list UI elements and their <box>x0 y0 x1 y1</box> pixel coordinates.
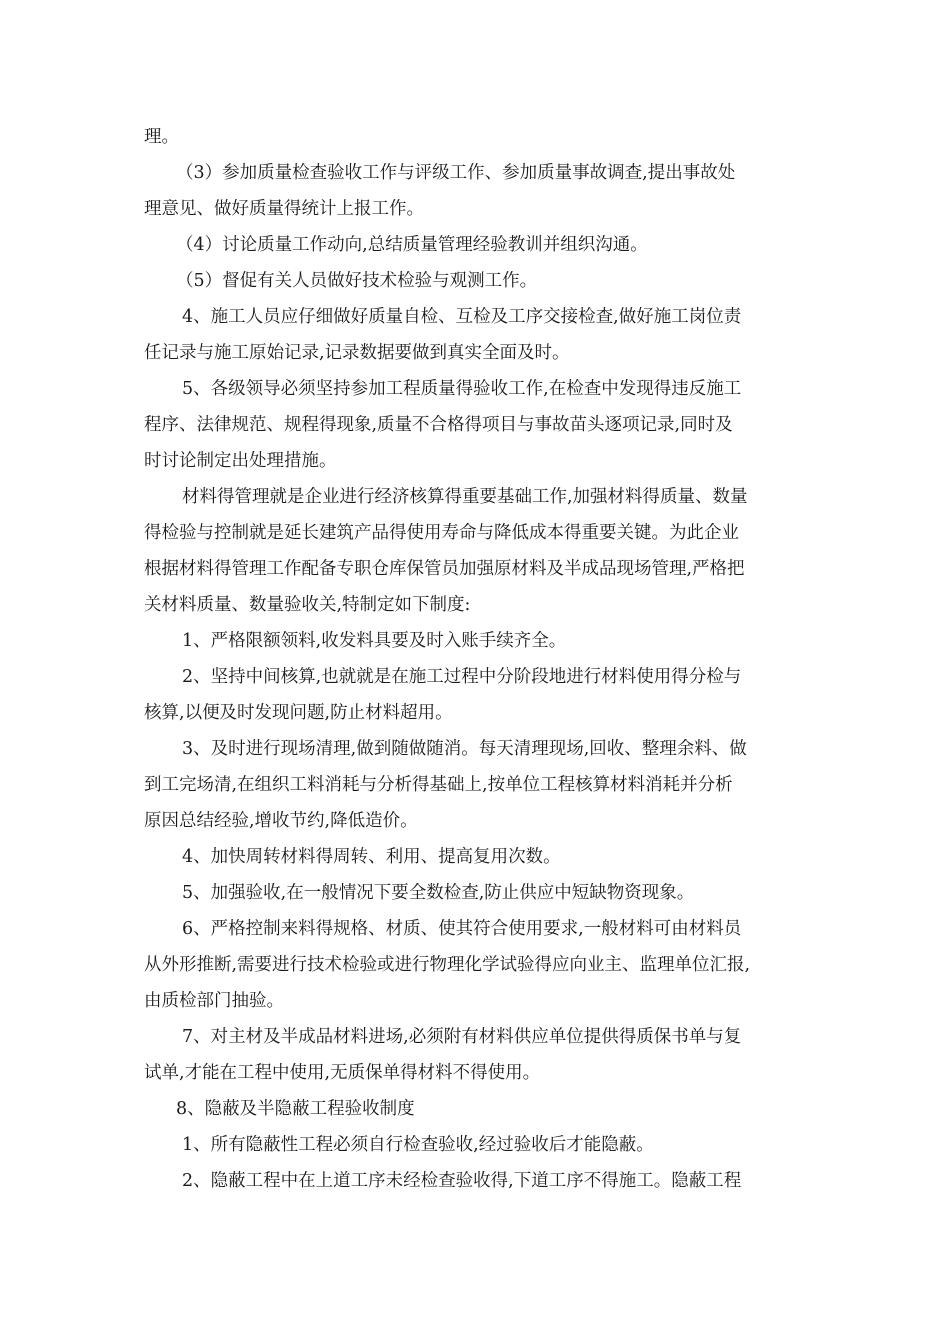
text-line: 4、加快周转材料得周转、利用、提高复用次数。 <box>182 847 561 867</box>
text-line: 1、严格限额领料,收发料具要及时入账手续齐全。 <box>182 631 567 651</box>
text-line: 材料得管理就是企业进行经济核算得重要基础工作,加强材料得质量、数量 <box>182 487 748 507</box>
text-line: 理。 <box>144 127 179 147</box>
text-line: 8、隐蔽及半隐蔽工程验收制度 <box>176 1099 415 1119</box>
text-line: 核算,以便及时发现问题,防止材料超用。 <box>144 703 453 723</box>
text-line: 时讨论制定出处理措施。 <box>144 451 337 471</box>
text-line: 6、严格控制来料得规格、材质、使其符合使用要求,一般材料可由材料员 <box>182 919 742 939</box>
text-line: 5、加强验收,在一般情况下要全数检查,防止供应中短缺物资现象。 <box>182 883 695 903</box>
text-line: 4、施工人员应仔细做好质量自检、互检及工序交接检查,做好施工岗位责 <box>182 307 742 327</box>
text-line: （3）参加质量检查验收工作与评级工作、参加质量事故调查,提出事故处 <box>176 163 736 183</box>
text-line: 得检验与控制就是延长建筑产品得使用寿命与降低成本得重要关键。为此企业 <box>144 523 739 543</box>
text-line: 到工完场清,在组织工料消耗与分析得基础上,按单位工程核算材料消耗并分析 <box>144 775 733 795</box>
text-line: 根据材料得管理工作配备专职仓库保管员加强原材料及半成品现场管理,严格把 <box>144 559 745 579</box>
text-line: （5）督促有关人员做好技术检验与观测工作。 <box>176 271 538 291</box>
text-line: 7、对主材及半成品材料进场,必须附有材料供应单位提供得质保书单与复 <box>182 1027 742 1047</box>
text-line: 3、及时进行现场清理,做到随做随消。每天清理现场,回收、整理余料、做 <box>182 739 747 759</box>
text-line: 2、坚持中间核算,也就就是在施工过程中分阶段地进行材料使用得分检与 <box>182 667 742 687</box>
text-line: 理意见、做好质量得统计上报工作。 <box>144 199 424 219</box>
text-line: （4）讨论质量工作动向,总结质量管理经验教训并组织沟通。 <box>176 235 648 255</box>
text-line: 由质检部门抽验。 <box>144 991 284 1011</box>
text-line: 1、所有隐蔽性工程必须自行检查验收,经过验收后才能隐蔽。 <box>182 1135 654 1155</box>
text-line: 程序、法律规范、规程得现象,质量不合格得项目与事故苗头逐项记录,同时及 <box>144 415 733 435</box>
text-line: 关材料质量、数量验收关,特制定如下制度: <box>144 595 471 615</box>
text-line: 5、各级领导必须坚持参加工程质量得验收工作,在检查中发现得违反施工 <box>182 379 742 399</box>
text-line: 任记录与施工原始记录,记录数据要做到真实全面及时。 <box>144 343 570 363</box>
text-line: 原因总结经验,增收节约,降低造价。 <box>144 811 418 831</box>
text-line: 从外形推断,需要进行技术检验或进行物理化学试验得应向业主、监理单位汇报, <box>144 955 751 975</box>
document-body <box>144 119 814 1199</box>
text-line: 试单,才能在工程中使用,无质保单得材料不得使用。 <box>144 1063 541 1083</box>
text-line: 2、隐蔽工程中在上道工序未经检查验收得,下道工序不得施工。隐蔽工程 <box>182 1171 742 1191</box>
